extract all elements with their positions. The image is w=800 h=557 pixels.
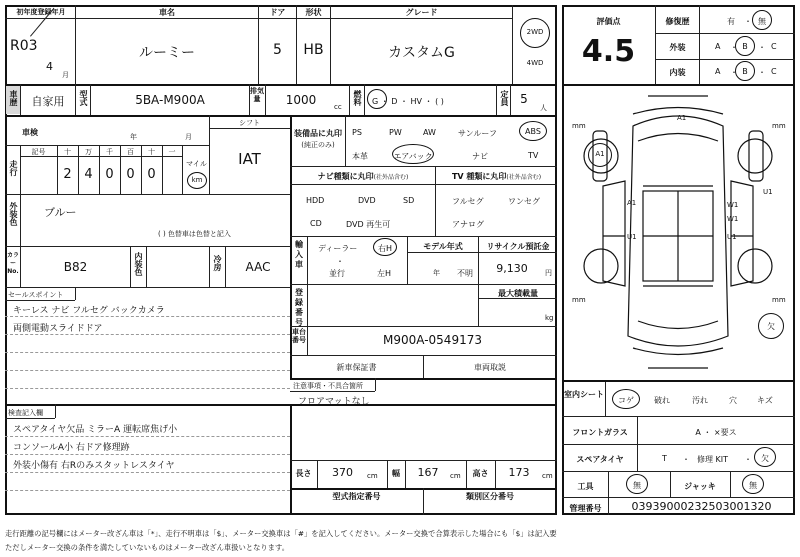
warranty-new-car: 新車保証書 bbox=[336, 363, 377, 372]
spare-tire-dot1: ・ bbox=[682, 455, 690, 464]
recycle-unit: 円 bbox=[545, 269, 552, 277]
import-dealer: ディーラー bbox=[318, 244, 358, 253]
navi-cd: CD bbox=[310, 219, 322, 228]
height-value: 173 bbox=[508, 466, 530, 479]
spare-tire-missing: 欠 bbox=[761, 454, 769, 463]
grade-label: グレード bbox=[405, 8, 438, 17]
tools-value: 無 bbox=[633, 481, 641, 490]
diag-w1-a: W1 bbox=[727, 201, 739, 209]
interior-label: 内装 bbox=[669, 68, 686, 77]
model-label: 型式 bbox=[79, 90, 88, 106]
inspection-year-unit: 年 bbox=[130, 133, 137, 141]
management-label: 管理番号 bbox=[569, 504, 602, 513]
equipment-sub: (純正のみ) bbox=[301, 141, 335, 149]
spare-tire-t: T bbox=[662, 454, 667, 463]
mileage-col-juu: 十 bbox=[148, 148, 155, 156]
mileage-digit-juu: 0 bbox=[147, 167, 156, 182]
diag-mm-bl: mm bbox=[572, 296, 586, 304]
sales-points-line1: キーレス ナビ フルセグ バックカメラ bbox=[13, 306, 165, 316]
color-no-value: B82 bbox=[63, 260, 88, 274]
model-value: 5BA-M900A bbox=[135, 93, 205, 107]
int-grade-dot1: ・ bbox=[730, 68, 738, 77]
fuel-label: 燃料 bbox=[353, 90, 362, 106]
ext-grade-dot1: ・ bbox=[730, 43, 738, 52]
exterior-color-note: ( ) 色替車は色替と記入 bbox=[158, 230, 231, 238]
grade-value: カスタムG bbox=[388, 45, 455, 61]
sheet-tear: 破れ bbox=[654, 396, 670, 405]
mileage-digit-10man: 2 bbox=[63, 167, 72, 182]
front-glass-label: フロントガラス bbox=[572, 428, 628, 437]
first-reg-era: R03 bbox=[10, 38, 38, 54]
diag-mm-tl: mm bbox=[572, 122, 586, 130]
navi-hdd: HDD bbox=[306, 196, 325, 205]
mileage-unit-km: km bbox=[191, 176, 203, 184]
mileage-digit-sen: 0 bbox=[105, 167, 114, 182]
width-label: 幅 bbox=[392, 469, 400, 478]
diag-mm-br: mm bbox=[772, 296, 786, 304]
diag-w1-b: W1 bbox=[727, 215, 739, 223]
history-dot: ・ bbox=[744, 17, 752, 26]
mileage-digit-hyaku: 0 bbox=[126, 167, 135, 182]
sales-points-line2: 両側電動スライドドア bbox=[13, 324, 103, 334]
mileage-unit-mile: マイル bbox=[186, 160, 207, 168]
car-damage-diagram bbox=[563, 86, 794, 381]
diag-u1-a: U1 bbox=[763, 188, 773, 196]
usage-value: 自家用 bbox=[31, 95, 65, 108]
diag-a1-left: A1 bbox=[595, 150, 605, 158]
usage-label: 車歴 bbox=[9, 90, 18, 106]
length-label: 長さ bbox=[295, 469, 312, 478]
tv-sub: (社外品含む) bbox=[506, 174, 542, 181]
equip-pw: PW bbox=[389, 128, 402, 137]
door-value: 5 bbox=[273, 42, 282, 58]
max-load-label: 最大積載量 bbox=[498, 289, 538, 298]
sheet-koge: コゲ bbox=[618, 396, 634, 405]
footer-line2: ただしメーター交換の条件を満たしていないものはメーター改ざん車扱いとなります。 bbox=[5, 543, 289, 552]
sheet-scratch: キズ bbox=[757, 396, 773, 405]
int-grade-c: C bbox=[771, 67, 777, 76]
interior-color-label: 内装色 bbox=[134, 252, 143, 276]
displacement-unit: cc bbox=[334, 103, 342, 111]
length-unit: cm bbox=[367, 472, 378, 480]
diag-a1-side: A1 bbox=[627, 199, 637, 207]
inspector-notes-line2: コンソールA小 右ドア修理跡 bbox=[13, 443, 130, 453]
interior-sheet-label: 室内シート bbox=[564, 390, 604, 399]
class-number-label: 類別区分番号 bbox=[466, 492, 514, 501]
history-yes: 有 bbox=[727, 17, 735, 26]
equip-aw: AW bbox=[423, 128, 436, 137]
color-no-label: カラーNo. bbox=[6, 252, 19, 275]
int-grade-a: A bbox=[715, 67, 721, 76]
tv-label bbox=[436, 171, 557, 182]
history-label: 修復歴 bbox=[665, 17, 690, 26]
ac-value: AAC bbox=[245, 260, 271, 274]
jack-label: ジャッキ bbox=[684, 482, 716, 491]
height-unit: cm bbox=[542, 472, 553, 480]
height-label: 高さ bbox=[472, 469, 489, 478]
tv-analog: アナログ bbox=[452, 220, 484, 229]
first-reg-month-unit: 月 bbox=[62, 71, 69, 79]
footer-line1: 走行距離の記号欄にはメーター改ざん車は「*」、走行不明車は「$」、メーター交換車は「#」を記入してください。メーター交換で合算表示した場合にも「$」は記入要 bbox=[5, 529, 557, 538]
displacement-label: 排気量 bbox=[250, 87, 264, 103]
model-year-value: 不明 bbox=[457, 269, 473, 278]
spare-tire-kit: 修理 KIT bbox=[697, 455, 729, 464]
int-grade-dot2: ・ bbox=[758, 68, 766, 77]
ext-grade-b: B bbox=[742, 42, 748, 51]
diag-u1-c: U1 bbox=[727, 233, 737, 241]
inspector-notes-line1: スペアタイヤ欠品 ミラーA 運転席焦げ小 bbox=[13, 425, 178, 435]
width-unit: cm bbox=[450, 472, 461, 480]
navi-dvd-play: DVD 再生可 bbox=[346, 220, 391, 229]
navi-dvd: DVD bbox=[358, 196, 376, 205]
sheet-hole: 穴 bbox=[729, 396, 737, 405]
tv-oneseg: ワンセグ bbox=[508, 197, 540, 206]
exterior-label: 外装 bbox=[669, 43, 686, 52]
model-year-year: 年 bbox=[433, 269, 440, 277]
int-grade-b: B bbox=[742, 67, 748, 76]
recycle-value: 9,130 bbox=[496, 262, 528, 275]
registration-label: 登録番号 bbox=[295, 288, 303, 327]
diag-mm-tr: mm bbox=[772, 122, 786, 130]
mileage-col-sen: 千 bbox=[106, 148, 113, 156]
chassis-value: M900A-0549173 bbox=[383, 333, 482, 347]
inspection-month-unit: 月 bbox=[185, 133, 192, 141]
evaluation-score: 4.5 bbox=[581, 34, 636, 69]
warranty-manual: 車両取説 bbox=[474, 363, 506, 372]
tools-label: 工具 bbox=[577, 482, 594, 491]
shape-value: HB bbox=[303, 42, 324, 58]
navi-label-text: ナビ種類に丸印 bbox=[317, 172, 374, 181]
diag-a1-front: A1 bbox=[677, 114, 687, 122]
equip-leather: 本革 bbox=[352, 152, 368, 161]
exterior-color-label: 外装色 bbox=[9, 202, 18, 226]
equip-ps: PS bbox=[352, 128, 362, 137]
first-reg-label: 初年度登録年月 bbox=[16, 8, 66, 16]
displacement-value: 1000 bbox=[285, 93, 317, 107]
drive-4wd: 4WD bbox=[526, 59, 544, 67]
first-reg-month: 4 bbox=[46, 60, 53, 73]
equipment-label: 装備品に丸印 bbox=[294, 129, 342, 138]
exterior-color-value: ブルー bbox=[44, 206, 77, 219]
mileage-col-ichi: 一 bbox=[168, 148, 176, 156]
equip-sunroof: サンルーフ bbox=[458, 129, 497, 138]
tv-fullseg: フルセグ bbox=[452, 197, 484, 206]
equip-navi: ナビ bbox=[472, 152, 488, 161]
mileage-digit-man: 4 bbox=[84, 167, 93, 182]
navi-label bbox=[291, 171, 435, 182]
shape-label: 形状 bbox=[305, 8, 322, 17]
ext-grade-dot2: ・ bbox=[758, 43, 766, 52]
max-load-unit: kg bbox=[545, 314, 554, 322]
navi-sub: (社外品含む) bbox=[373, 174, 409, 181]
spare-tire-label: スペアタイヤ bbox=[576, 455, 624, 464]
tv-label-text: TV 種類に丸印 bbox=[451, 172, 507, 181]
car-name-label: 車名 bbox=[159, 8, 175, 17]
capacity-value: 5 bbox=[520, 92, 528, 106]
chassis-label: 車台番号 bbox=[292, 328, 306, 344]
width-value: 167 bbox=[417, 466, 439, 479]
import-dot: ・ bbox=[336, 257, 344, 266]
mileage-col-kigo: 記号 bbox=[31, 148, 46, 156]
shift-value: IAT bbox=[238, 150, 261, 168]
length-value: 370 bbox=[332, 466, 353, 479]
inspector-notes-line3: 外装小傷有 右Rのみスタットレスタイヤ bbox=[13, 461, 175, 471]
shift-label: シフト bbox=[239, 119, 260, 127]
equip-abs: ABS bbox=[525, 127, 541, 136]
evaluation-label: 評価点 bbox=[596, 17, 621, 26]
mileage-label: 走行 bbox=[9, 160, 18, 176]
mileage-col-man: 万 bbox=[85, 148, 92, 156]
sales-points-label: セールスポイント bbox=[8, 291, 64, 299]
caution-value: フロアマットなし bbox=[298, 397, 370, 407]
equip-tv: TV bbox=[528, 151, 539, 160]
fuel-options: G ・ D ・ HV ・ ( ) bbox=[372, 97, 444, 106]
import-label: 輸入車 bbox=[295, 240, 303, 269]
sheet-dirt: 汚れ bbox=[692, 396, 708, 405]
navi-sd: SD bbox=[403, 196, 415, 205]
equip-airbag: エアバック bbox=[393, 152, 433, 161]
door-label: ドア bbox=[269, 8, 286, 17]
import-right-h: 右H bbox=[377, 244, 392, 253]
ext-grade-a: A bbox=[715, 42, 721, 51]
diag-u1-b: U1 bbox=[627, 233, 637, 241]
inspection-label: 車検 bbox=[22, 128, 38, 137]
car-name-value: ルーミー bbox=[139, 45, 195, 61]
type-designation-label: 型式指定番号 bbox=[332, 492, 381, 501]
spare-tire-dot2: ・ bbox=[744, 455, 752, 464]
model-year-label: モデル年式 bbox=[423, 242, 463, 251]
mileage-col-hyaku: 百 bbox=[127, 148, 134, 156]
ext-grade-c: C bbox=[771, 42, 777, 51]
management-value: 03939000232503001320 bbox=[631, 500, 772, 513]
history-no: 無 bbox=[758, 17, 766, 26]
inspector-notes-label: 検査記入欄 bbox=[8, 409, 43, 417]
capacity-label: 定員 bbox=[500, 90, 509, 106]
diag-missing: 欠 bbox=[767, 322, 775, 331]
caution-label: 注意事項・不具合箇所 bbox=[293, 382, 363, 390]
import-left-h: 左H bbox=[377, 269, 392, 278]
jack-value: 無 bbox=[749, 481, 757, 490]
ac-label: 冷房 bbox=[213, 255, 222, 271]
drive-2wd: 2WD bbox=[526, 28, 544, 36]
recycle-label: リサイクル預託金 bbox=[486, 242, 550, 251]
mileage-col-10man: 十 bbox=[64, 148, 71, 156]
front-glass-value: A ・ ×要ス bbox=[695, 428, 737, 437]
capacity-unit: 人 bbox=[540, 104, 547, 112]
import-parallel: 並行 bbox=[329, 269, 345, 278]
